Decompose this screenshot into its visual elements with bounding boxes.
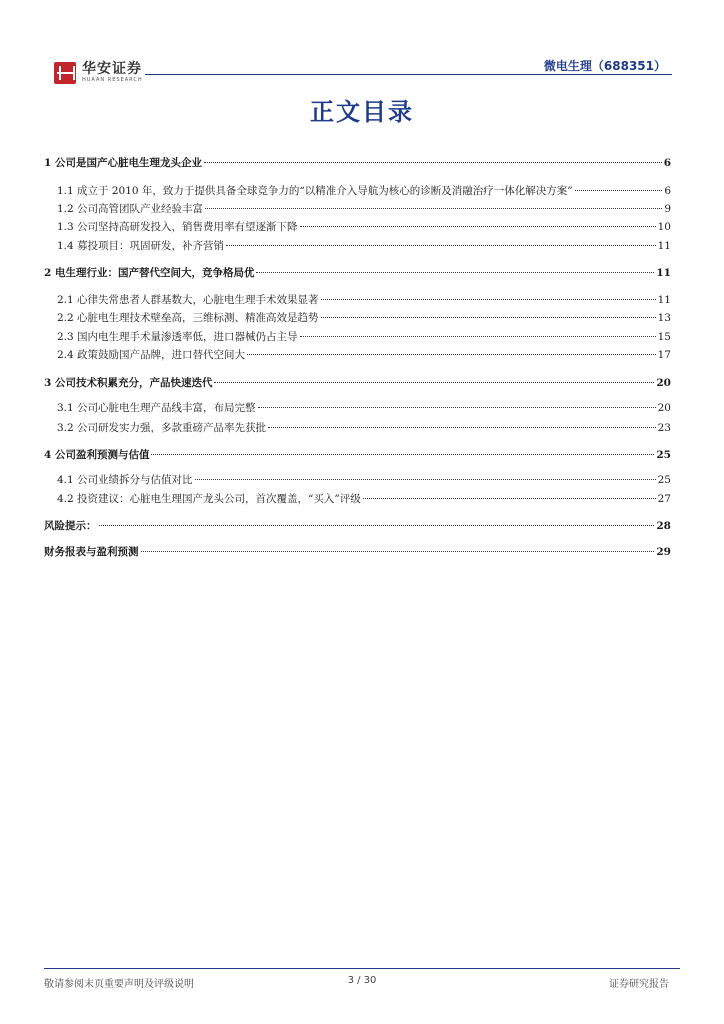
toc-leader-dots: [226, 245, 656, 246]
toc-entry-page: 20: [657, 402, 671, 414]
toc-entry-page: 6: [663, 157, 671, 169]
toc-entry[interactable]: [44, 183, 671, 198]
toc-entry-page: 15: [657, 331, 671, 343]
toc-leader-dots: [363, 498, 656, 499]
toc-entry[interactable]: [44, 472, 671, 487]
toc-entry-title: 2.1 心律失常患者人群基数大，心脏电生理手术效果显著: [57, 294, 319, 306]
toc-entry[interactable]: [44, 447, 671, 462]
toc-entry[interactable]: [44, 292, 671, 307]
toc-entry-title: 3.2 公司研发实力强，多款重磅产品率先获批: [57, 422, 267, 434]
report-title: 微电生理（688351）: [543, 59, 666, 73]
toc-entry-title: 1 公司是国产心脏电生理龙头企业: [44, 157, 202, 169]
toc-entry-title: 风险提示：: [44, 520, 97, 532]
footer-report-type: 证券研究报告: [609, 979, 669, 990]
toc-entry[interactable]: [44, 310, 671, 325]
toc-leader-dots: [141, 551, 655, 552]
toc-entry-title: 1.1 成立于 2010 年，致力于提供具备全球竞争力的“以精准介入导航为核心的诊断及消融治疗一体化解决方案”: [57, 185, 573, 197]
toc-entry-title: 2 电生理行业：国产替代空间大，竞争格局优: [44, 267, 255, 279]
toc-leader-dots: [195, 479, 656, 480]
toc-leader-dots: [214, 382, 654, 383]
toc-entry[interactable]: [44, 347, 671, 362]
toc-entry[interactable]: [44, 491, 671, 506]
footer-divider: [44, 968, 680, 969]
toc-leader-dots: [204, 162, 662, 163]
toc-entry-page: 28: [656, 520, 671, 532]
toc-entry-title: 1.4 募投项目：巩固研发，补齐营销: [57, 240, 225, 252]
page-title: 正文目录: [310, 98, 414, 126]
toc-entry-title: 2.4 政策鼓励国产品牌，进口替代空间大: [57, 349, 246, 361]
toc-entry-title: 3 公司技术积累充分，产品快速迭代: [44, 377, 213, 389]
toc-entry[interactable]: [44, 219, 671, 234]
toc-leader-dots: [99, 525, 655, 526]
toc-entry-page: 11: [656, 267, 671, 279]
toc-entry[interactable]: [44, 265, 671, 280]
toc-leader-dots: [151, 454, 654, 455]
toc-entry[interactable]: [44, 420, 671, 435]
logo-name-en: HUAAN RESEARCH: [82, 77, 143, 83]
toc-leader-dots: [321, 299, 656, 300]
toc-entry-title: 2.3 国内电生理手术量渗透率低，进口器械仍占主导: [57, 331, 298, 343]
toc-leader-dots: [300, 336, 656, 337]
toc-leader-dots: [256, 272, 654, 273]
toc-entry[interactable]: [44, 238, 671, 253]
toc-leader-dots: [575, 190, 663, 191]
toc-leader-dots: [258, 407, 656, 408]
toc-entry-page: 23: [657, 422, 671, 434]
toc-entry-page: 11: [657, 294, 671, 306]
toc-entry-page: 10: [657, 221, 671, 233]
toc-entry[interactable]: [44, 375, 671, 390]
toc-entry-page: 25: [656, 449, 671, 461]
toc-entry-page: 29: [656, 546, 671, 558]
toc-entry-page: 17: [657, 349, 671, 361]
toc-entry[interactable]: [44, 201, 671, 216]
toc-entry-page: 13: [657, 312, 671, 324]
toc-entry-page: 20: [656, 377, 671, 389]
toc-leader-dots: [300, 226, 656, 227]
toc-entry-page: 27: [657, 493, 671, 505]
toc-leader-dots: [321, 317, 656, 318]
toc-entry-title: 4 公司盈利预测与估值: [44, 449, 150, 461]
toc-entry-page: 25: [657, 474, 671, 486]
toc-entry-title: 2.2 心脏电生理技术壁垒高，三维标测、精准高效是趋势: [57, 312, 319, 324]
logo-icon: [54, 62, 76, 84]
company-logo: [54, 62, 143, 84]
toc-entry-title: 4.2 投资建议：心脏电生理国产龙头公司，首次覆盖，“买入”评级: [57, 493, 361, 505]
toc-entry-title: 3.1 公司心脏电生理产品线丰富，布局完整: [57, 402, 256, 414]
toc-entry-page: 6: [664, 185, 671, 197]
toc-entry[interactable]: [44, 518, 671, 533]
toc-leader-dots: [205, 208, 662, 209]
toc-entry-page: 9: [664, 203, 671, 215]
logo-name-cn: 华安证券: [82, 61, 142, 77]
toc-entry[interactable]: [44, 400, 671, 415]
page-number: 3 / 30: [347, 975, 377, 986]
footer-disclaimer: 敬请参阅末页重要声明及评级说明: [44, 979, 194, 990]
toc-entry-page: 11: [657, 240, 671, 252]
toc-entry[interactable]: [44, 544, 671, 559]
toc-entry-title: 4.1 公司业绩拆分与估值对比: [57, 474, 193, 486]
page-header: [0, 0, 724, 90]
toc-leader-dots: [247, 354, 656, 355]
header-divider: [145, 74, 672, 75]
toc-entry[interactable]: [44, 329, 671, 344]
toc-leader-dots: [268, 427, 656, 428]
toc-entry-title: 财务报表与盈利预测: [44, 546, 139, 558]
toc-entry[interactable]: [44, 155, 671, 170]
toc-entry-title: 1.3 公司坚持高研发投入，销售费用率有望逐渐下降: [57, 221, 298, 233]
toc-entry-title: 1.2 公司高管团队产业经验丰富: [57, 203, 204, 215]
